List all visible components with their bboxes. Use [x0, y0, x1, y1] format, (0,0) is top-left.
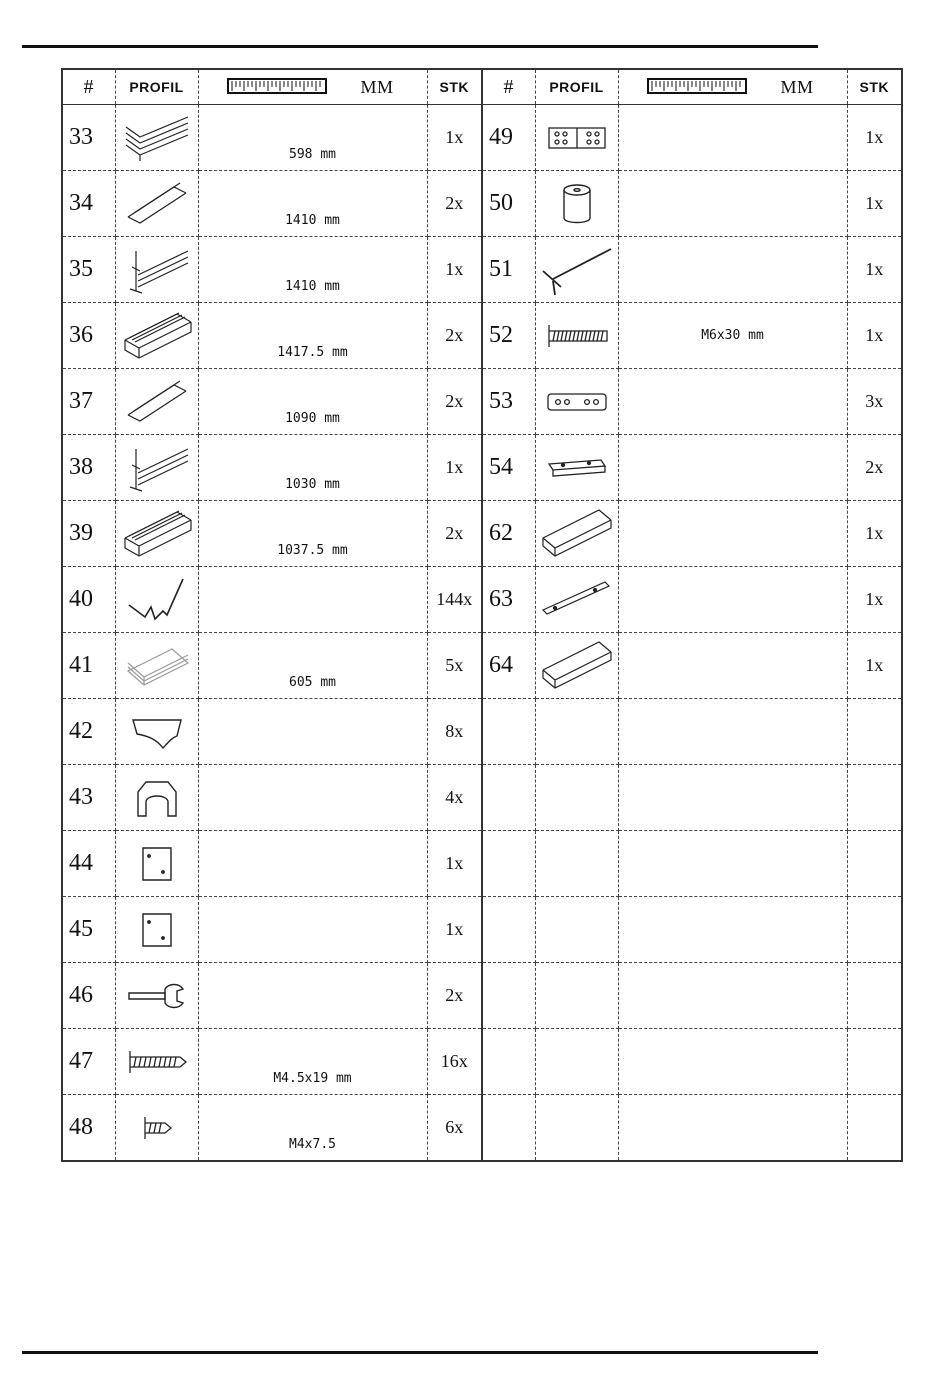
top-rule	[22, 45, 818, 48]
header-profile: PROFIL	[535, 69, 618, 105]
ruler-icon	[647, 78, 747, 97]
empty-profile-cell	[535, 1095, 618, 1162]
header-measure	[618, 69, 847, 105]
item-qty: 8x	[427, 699, 482, 765]
item-qty	[847, 1095, 902, 1162]
item-measure	[618, 765, 847, 831]
item-qty: 1x	[847, 501, 902, 567]
item-qty: 1x	[427, 897, 482, 963]
roller-icon	[535, 171, 618, 237]
item-qty: 1x	[847, 633, 902, 699]
item-measure: 1030 mm	[198, 435, 427, 501]
item-measure: 605 mm	[198, 633, 427, 699]
item-qty: 1x	[427, 237, 482, 303]
table-row	[62, 765, 902, 831]
table-row	[62, 435, 902, 501]
panel-pane-icon	[115, 633, 198, 699]
table-row	[62, 171, 902, 237]
empty-profile-cell	[535, 765, 618, 831]
item-qty	[847, 963, 902, 1029]
short-screw-icon	[115, 1095, 198, 1162]
item-measure	[618, 105, 847, 171]
table-row	[62, 963, 902, 1029]
flat-bar-icon	[535, 567, 618, 633]
item-number: 50	[482, 171, 535, 237]
grooved-rail-profile-icon	[115, 501, 198, 567]
curved-bracket-icon	[115, 699, 198, 765]
table-row	[62, 369, 902, 435]
table-row	[62, 105, 902, 171]
item-measure	[618, 831, 847, 897]
table-row	[62, 501, 902, 567]
item-qty: 2x	[427, 501, 482, 567]
item-number: 37	[62, 369, 115, 435]
item-number: 41	[62, 633, 115, 699]
long-screw-icon	[115, 1029, 198, 1095]
item-number: 34	[62, 171, 115, 237]
item-number: 63	[482, 567, 535, 633]
triple-rail-profile-icon	[115, 105, 198, 171]
header-row	[62, 69, 902, 105]
bolt-icon	[535, 303, 618, 369]
table-row	[62, 567, 902, 633]
connector-strip-icon	[535, 369, 618, 435]
item-measure	[618, 237, 847, 303]
item-measure	[618, 369, 847, 435]
item-number: 43	[62, 765, 115, 831]
item-measure: 1410 mm	[198, 237, 427, 303]
item-measure	[198, 831, 427, 897]
table-row	[62, 831, 902, 897]
item-qty: 1x	[427, 435, 482, 501]
item-qty: 2x	[427, 171, 482, 237]
channel-profile-icon	[535, 501, 618, 567]
item-measure: M6x30 mm	[618, 303, 847, 369]
wrench-icon	[115, 963, 198, 1029]
item-measure: M4.5x19 mm	[198, 1029, 427, 1095]
wire-clip-icon	[115, 567, 198, 633]
item-qty: 16x	[427, 1029, 482, 1095]
item-qty: 2x	[427, 303, 482, 369]
item-measure: 1417.5 mm	[198, 303, 427, 369]
item-qty	[847, 765, 902, 831]
item-qty: 5x	[427, 633, 482, 699]
item-number: 49	[482, 105, 535, 171]
item-number: 52	[482, 303, 535, 369]
item-number: 36	[62, 303, 115, 369]
item-measure	[618, 1029, 847, 1095]
item-number: 64	[482, 633, 535, 699]
item-measure	[198, 963, 427, 1029]
bottom-rule	[22, 1351, 818, 1354]
item-qty: 2x	[427, 963, 482, 1029]
table-row	[62, 699, 902, 765]
item-measure	[618, 897, 847, 963]
header-qty: STK	[847, 69, 902, 105]
item-number: 35	[62, 237, 115, 303]
item-qty: 1x	[847, 171, 902, 237]
item-measure: 1090 mm	[198, 369, 427, 435]
square-plate-icon	[115, 831, 198, 897]
angle-rail-profile-icon	[115, 369, 198, 435]
item-measure	[618, 501, 847, 567]
item-number	[482, 831, 535, 897]
item-measure	[198, 567, 427, 633]
table-row	[62, 897, 902, 963]
ruler-icon	[227, 78, 327, 97]
item-measure	[618, 567, 847, 633]
angle-rail-profile-icon	[115, 171, 198, 237]
item-number: 47	[62, 1029, 115, 1095]
item-qty: 1x	[847, 567, 902, 633]
item-number: 51	[482, 237, 535, 303]
item-number: 48	[62, 1095, 115, 1162]
item-number	[482, 699, 535, 765]
item-qty: 2x	[427, 369, 482, 435]
header-qty: STK	[427, 69, 482, 105]
item-qty: 3x	[847, 369, 902, 435]
item-qty: 2x	[847, 435, 902, 501]
item-measure	[618, 171, 847, 237]
empty-profile-cell	[535, 1029, 618, 1095]
bent-bracket-icon	[535, 435, 618, 501]
item-qty	[847, 897, 902, 963]
empty-profile-cell	[535, 699, 618, 765]
item-measure	[618, 435, 847, 501]
corner-post-profile-icon	[115, 435, 198, 501]
header-mm-label: MM	[780, 76, 814, 97]
item-number: 45	[62, 897, 115, 963]
empty-profile-cell	[535, 831, 618, 897]
item-measure	[198, 765, 427, 831]
item-qty: 1x	[847, 237, 902, 303]
item-qty: 4x	[427, 765, 482, 831]
parts-table	[61, 68, 903, 1162]
item-qty: 144x	[427, 567, 482, 633]
item-number	[482, 1029, 535, 1095]
grooved-rail-profile-icon	[115, 303, 198, 369]
header-mm-label: MM	[360, 76, 394, 97]
header-measure	[198, 69, 427, 105]
stake-rod-icon	[535, 237, 618, 303]
item-number	[482, 963, 535, 1029]
empty-profile-cell	[535, 897, 618, 963]
item-number: 44	[62, 831, 115, 897]
item-number: 39	[62, 501, 115, 567]
item-measure: 598 mm	[198, 105, 427, 171]
empty-profile-cell	[535, 963, 618, 1029]
table-row	[62, 633, 902, 699]
item-qty	[847, 699, 902, 765]
item-measure: M4x7.5	[198, 1095, 427, 1162]
item-number: 38	[62, 435, 115, 501]
item-number	[482, 765, 535, 831]
header-profile: PROFIL	[115, 69, 198, 105]
arch-cover-icon	[115, 765, 198, 831]
channel-profile-icon	[535, 633, 618, 699]
hinge-plate-icon	[535, 105, 618, 171]
table-row	[62, 1095, 902, 1162]
item-measure	[198, 699, 427, 765]
item-qty: 1x	[847, 105, 902, 171]
item-measure	[618, 963, 847, 1029]
table-row	[62, 303, 902, 369]
corner-post-profile-icon	[115, 237, 198, 303]
square-plate-icon	[115, 897, 198, 963]
item-number: 54	[482, 435, 535, 501]
item-measure	[618, 633, 847, 699]
item-number: 46	[62, 963, 115, 1029]
item-number	[482, 897, 535, 963]
item-number: 42	[62, 699, 115, 765]
item-measure: 1410 mm	[198, 171, 427, 237]
item-number: 53	[482, 369, 535, 435]
item-qty	[847, 1029, 902, 1095]
item-number: 62	[482, 501, 535, 567]
item-number	[482, 1095, 535, 1162]
item-qty: 1x	[847, 303, 902, 369]
table-row	[62, 237, 902, 303]
item-measure	[618, 699, 847, 765]
table-row	[62, 1029, 902, 1095]
item-measure	[618, 1095, 847, 1162]
item-measure: 1037.5 mm	[198, 501, 427, 567]
item-number: 40	[62, 567, 115, 633]
item-qty	[847, 831, 902, 897]
item-number: 33	[62, 105, 115, 171]
item-qty: 1x	[427, 105, 482, 171]
item-qty: 6x	[427, 1095, 482, 1162]
header-number: #	[482, 69, 535, 105]
header-number: #	[62, 69, 115, 105]
item-measure	[198, 897, 427, 963]
item-qty: 1x	[427, 831, 482, 897]
